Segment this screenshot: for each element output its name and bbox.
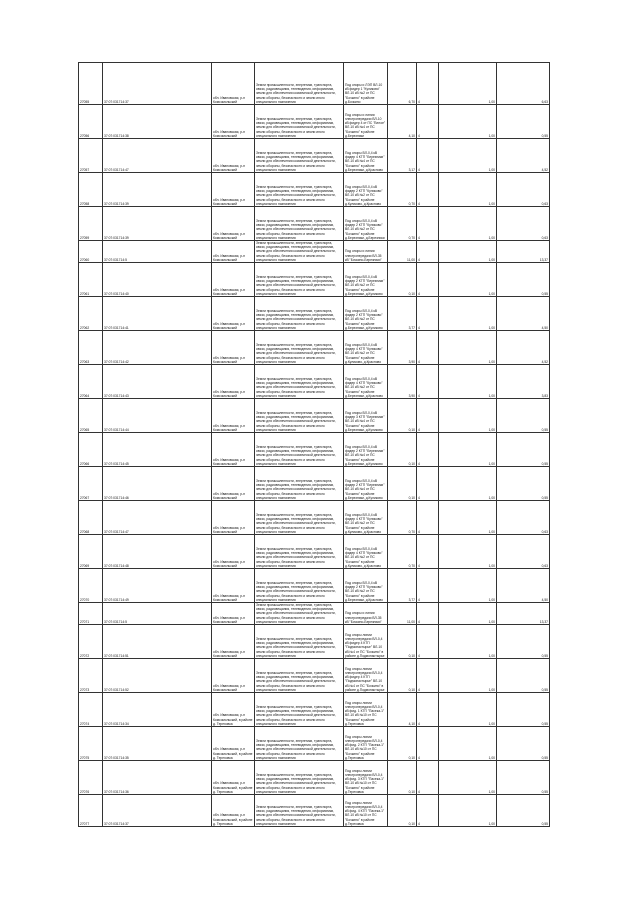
- permitted-use-cell: Под опоры и ЛЭП ВЛ-10 кВ фидер 1 "Куликово" ВЛ-10 кВ №2 от ПС "Бочкино" в районе д.Бочкино: [344, 63, 388, 105]
- cadastral-number-cell: 37:07:031714:35: [103, 727, 212, 761]
- unit-code-cell: 4: [417, 63, 439, 105]
- area-value-cell: 0,10: [388, 399, 417, 433]
- address-cell: обл. Ивановская, р-н Комсомольский: [212, 603, 255, 625]
- cadastral-number-cell: 37:07:031714:5: [103, 241, 212, 263]
- land-category-cell: Земли промышленности, энергетики, транспорта, связи, радиовещания, телевидения, информатики, земли для обеспечения космической деятельности, земли обороны, безопасности и земли иного специального назначения: [255, 625, 344, 659]
- land-register-table: [78, 62, 550, 827]
- cadastral-number-cell: 37:07:031714:45: [103, 433, 212, 467]
- area-value-cell: 11,00: [388, 241, 417, 263]
- cadastral-number-cell: 37:07:031714:34: [103, 693, 212, 727]
- cost-value-cell: 0,63: [497, 207, 550, 241]
- land-category-cell: Земли промышленности, энергетики, транспорта, связи, радиовещания, телевидения, информатики, земли для обеспечения космической деятельности, земли обороны, безопасности и земли иного специального назначения: [255, 501, 344, 535]
- land-category-cell: Земли промышленности, энергетики, транспорта, связи, радиовещания, телевидения, информатики, земли для обеспечения космической деятельности, земли обороны, безопасности и земли иного специального назначения: [255, 173, 344, 207]
- permitted-use-cell: Под опоры линии электропередачи ВЛ-0,4 кВ фид. 1 КТП "Пасека-1" ВЛ-10 кВ №10 от ПС "Бочкино" в районе д.Тереховка: [344, 693, 388, 727]
- table-row: [79, 207, 550, 241]
- address-cell: обл. Ивановская, р-н Комсомольский: [212, 365, 255, 399]
- land-category-cell: Земли промышленности, энергетики, транспорта, связи, радиовещания, телевидения, информатики, земли для обеспечения космической деятельности, земли обороны, безопасности и земли иного специального назначения: [255, 569, 344, 603]
- area-value-cell: 0,10: [388, 795, 417, 827]
- table-row: [79, 795, 550, 827]
- table-row: [79, 105, 550, 139]
- permitted-use-cell: Под опоры линии электропередачи ВЛ-0,4 кВ фид. 3 КТП "Пасека-1" ВЛ-10 кВ №10 от ПС "Бочкино" в районе д.Тереховка: [344, 761, 388, 795]
- land-category-cell: Земли промышленности, энергетики, транспорта, связи, радиовещания, телевидения, информатики, земли для обеспечения космической деятельности, земли обороны, безопасности и земли иного специального назначения: [255, 331, 344, 365]
- table-row: [79, 297, 550, 331]
- table-row: [79, 693, 550, 727]
- cost-value-cell: 0,55: [497, 625, 550, 659]
- record-number-cell: 27067: [79, 467, 103, 501]
- record-number-cell: 27064: [79, 365, 103, 399]
- area-value-cell: 3,90: [388, 365, 417, 399]
- area-value-cell: 0,70: [388, 173, 417, 207]
- address-cell: обл. Ивановская, р-н Комсомольский: [212, 569, 255, 603]
- land-category-cell: Земли промышленности, энергетики, транспорта, связи, радиовещания, телевидения, информатики, земли для обеспечения космической деятельности, земли обороны, безопасности и земли иного специального назначения: [255, 535, 344, 569]
- table-row: [79, 535, 550, 569]
- land-category-cell: Земли промышленности, энергетики, транспорта, связи, радиовещания, телевидения, информатики, земли для обеспечения космической деятельности, земли обороны, безопасности и земли иного специального назначения: [255, 795, 344, 827]
- address-cell: обл. Ивановская, р-н Комсомольский: [212, 625, 255, 659]
- record-number-cell: 27055: [79, 63, 103, 105]
- table-row: [79, 63, 550, 105]
- land-category-cell: Земли промышленности, энергетики, транспорта, связи, радиовещания, телевидения, информатики, земли для обеспечения космической деятельности, земли обороны, безопасности и земли иного специального назначения: [255, 105, 344, 139]
- permitted-use-cell: Под опоры ВЛ-0,4 кВ фидер 3 КТП "Березники" ВЛ-10 кВ №4 от ПС "Бочкино" в районе д.Березники, д.Куликово: [344, 399, 388, 433]
- address-cell: обл. Ивановская, р-н Комсомольский, в районе д. Тереховка: [212, 693, 255, 727]
- permitted-use-cell: Под опоры линии электропередачи ВЛ-0,4 кВ фид. 2 КТП "Пасека-1" ВЛ-10 кВ №10 от ПС "Бочкино" в районе д.Тереховка: [344, 727, 388, 761]
- cost-value-cell: 0,55: [497, 399, 550, 433]
- cadastral-number-cell: 37:07:031714:39: [103, 207, 212, 241]
- record-number-cell: 27061: [79, 263, 103, 297]
- record-number-cell: 27065: [79, 399, 103, 433]
- unit-code-cell: 4: [417, 433, 439, 467]
- address-cell: обл. Ивановская, р-н Комсомольский: [212, 173, 255, 207]
- record-number-cell: 27076: [79, 761, 103, 795]
- address-cell: обл. Ивановская, р-н Комсомольский: [212, 467, 255, 501]
- address-cell: обл. Ивановская, р-н Комсомольский: [212, 63, 255, 105]
- cadastral-number-cell: 37:07:031714:40: [103, 263, 212, 297]
- area-value-cell: 0,10: [388, 659, 417, 693]
- rate-value-cell: 1,00: [439, 173, 497, 207]
- rate-value-cell: 1,00: [439, 105, 497, 139]
- rate-value-cell: 1,00: [439, 365, 497, 399]
- unit-code-cell: 4: [417, 173, 439, 207]
- unit-code-cell: 4: [417, 693, 439, 727]
- record-number-cell: 27062: [79, 297, 103, 331]
- permitted-use-cell: Под опоры ВЛ-0,4 кВ фидер 4 КТП "Куликово" ВЛ-10 кВ №2 от ПС "Бочкино" в районе д.Березники, д.Красново: [344, 365, 388, 399]
- area-value-cell: 0,70: [388, 535, 417, 569]
- unit-code-cell: 4: [417, 467, 439, 501]
- permitted-use-cell: Под опоры ВЛ-0,4 кВ фидер 2 КТП "Березники" ВЛ-10 кВ №4 от ПС "Бочкино" в районе д.Березники, д.Куликово: [344, 467, 388, 501]
- area-value-cell: 4,10: [388, 693, 417, 727]
- rate-value-cell: 1,00: [439, 625, 497, 659]
- area-value-cell: 11,00: [388, 603, 417, 625]
- rate-value-cell: 1,00: [439, 139, 497, 173]
- cadastral-number-cell: 37:07:031714:42: [103, 331, 212, 365]
- cadastral-number-cell: 37:07:031714:37: [103, 63, 212, 105]
- land-category-cell: Земли промышленности, энергетики, транспорта, связи, радиовещания, телевидения, информатики, земли для обеспечения космической деятельности, земли обороны, безопасности и земли иного специального назначения: [255, 761, 344, 795]
- unit-code-cell: 4: [417, 603, 439, 625]
- table-row: [79, 139, 550, 173]
- table-row: [79, 365, 550, 399]
- cost-value-cell: 3,83: [497, 365, 550, 399]
- record-number-cell: 27057: [79, 139, 103, 173]
- address-cell: обл. Ивановская, р-н Комсомольский, в районе д. Тереховка: [212, 727, 255, 761]
- rate-value-cell: 1,00: [439, 569, 497, 603]
- cadastral-number-cell: 37:07:031714:5: [103, 603, 212, 625]
- address-cell: обл. Ивановская, р-н Комсомольский: [212, 105, 255, 139]
- cadastral-number-cell: 37:07:031714:38: [103, 105, 212, 139]
- area-value-cell: 0,10: [388, 625, 417, 659]
- area-value-cell: 0,10: [388, 761, 417, 795]
- record-number-cell: 27071: [79, 603, 103, 625]
- unit-code-cell: 4: [417, 207, 439, 241]
- table-row: [79, 173, 550, 207]
- cost-value-cell: 4,52: [497, 331, 550, 365]
- rate-value-cell: 1,00: [439, 761, 497, 795]
- area-value-cell: 0,70: [388, 501, 417, 535]
- record-number-cell: 27072: [79, 625, 103, 659]
- permitted-use-cell: Под опоры ВЛ-0,4 кВ фидер 4 КТП "Куликово" ВЛ-10 кВ №2 от ПС "Бочкино" в районе д.Куликово, д.Красново: [344, 331, 388, 365]
- permitted-use-cell: Под опоры и линии электропередачи ВЛ-35 кВ "Бочкино-Березники": [344, 603, 388, 625]
- unit-code-cell: 4: [417, 331, 439, 365]
- record-number-cell: 27073: [79, 659, 103, 693]
- unit-code-cell: 4: [417, 535, 439, 569]
- area-value-cell: 6,70: [388, 63, 417, 105]
- cost-value-cell: 4,50: [497, 569, 550, 603]
- address-cell: обл. Ивановская, р-н Комсомольский: [212, 535, 255, 569]
- unit-code-cell: 4: [417, 139, 439, 173]
- address-cell: обл. Ивановская, р-н Комсомольский, в районе д. Тереховка: [212, 761, 255, 795]
- cost-value-cell: 0,55: [497, 693, 550, 727]
- cost-value-cell: 0,55: [497, 659, 550, 693]
- table-row: [79, 625, 550, 659]
- rate-value-cell: 1,00: [439, 535, 497, 569]
- cost-value-cell: 0,63: [497, 535, 550, 569]
- table-row: [79, 241, 550, 263]
- permitted-use-cell: Под опоры линии электропередачи ВЛ-0,4 кВ фидер 4 КТП "Подмонастырье" ВЛ-10 кВ №4 от ПС "Бочкино" в районе д.Подмонастырье: [344, 659, 388, 693]
- permitted-use-cell: Под опоры ВЛ-0,4 кВ фидер 2 КТП "Куликово" ВЛ-10 кВ №2 от ПС "Бочкино" в районе д.Березники, д.Красново: [344, 569, 388, 603]
- record-number-cell: 27058: [79, 173, 103, 207]
- area-value-cell: 3,90: [388, 331, 417, 365]
- land-category-cell: Земли промышленности, энергетики, транспорта, связи, радиовещания, телевидения, информатики, земли для обеспечения космической деятельности, земли обороны, безопасности и земли иного специального назначения: [255, 139, 344, 173]
- unit-code-cell: 4: [417, 625, 439, 659]
- rate-value-cell: 1,00: [439, 207, 497, 241]
- cadastral-number-cell: 37:07:031714:43: [103, 365, 212, 399]
- unit-code-cell: 4: [417, 501, 439, 535]
- cost-value-cell: 4,52: [497, 139, 550, 173]
- table-row: [79, 467, 550, 501]
- land-category-cell: Земли промышленности, энергетики, транспорта, связи, радиовещания, телевидения, информатики, земли для обеспечения космической деятельности, земли обороны, безопасности и земли иного специального назначения: [255, 263, 344, 297]
- record-number-cell: 27070: [79, 569, 103, 603]
- address-cell: обл. Ивановская, р-н Комсомольский: [212, 263, 255, 297]
- cadastral-number-cell: 37:07:031714:47: [103, 501, 212, 535]
- cost-value-cell: 0,63: [497, 173, 550, 207]
- rate-value-cell: 1,00: [439, 467, 497, 501]
- area-value-cell: 0,10: [388, 467, 417, 501]
- table-row: [79, 569, 550, 603]
- rate-value-cell: 1,00: [439, 263, 497, 297]
- land-category-cell: Земли промышленности, энергетики, транспорта, связи, радиовещания, телевидения, информатики, земли для обеспечения космической деятельности, земли обороны, безопасности и земли иного специального назначения: [255, 399, 344, 433]
- land-category-cell: Земли промышленности, энергетики, транспорта, связи, радиовещания, телевидения, информатики, земли для обеспечения космической деятельности, земли обороны, безопасности и земли иного специального назначения: [255, 365, 344, 399]
- rate-value-cell: 1,00: [439, 501, 497, 535]
- record-number-cell: 27074: [79, 693, 103, 727]
- record-number-cell: 27056: [79, 105, 103, 139]
- table-row: [79, 603, 550, 625]
- land-category-cell: Земли промышленности, энергетики, транспорта, связи, радиовещания, телевидения, информатики, земли для обеспечения космической деятельности, земли обороны, безопасности и земли иного специального назначения: [255, 727, 344, 761]
- unit-code-cell: 4: [417, 241, 439, 263]
- unit-code-cell: 4: [417, 761, 439, 795]
- rate-value-cell: 1,00: [439, 603, 497, 625]
- land-category-cell: Земли промышленности, энергетики, транспорта, связи, радиовещания, телевидения, информатики, земли для обеспечения космической деятельности, земли обороны, безопасности и земли иного специального назначения: [255, 659, 344, 693]
- cadastral-number-cell: 37:07:031714:47: [103, 139, 212, 173]
- table-row: [79, 331, 550, 365]
- rate-value-cell: 1,00: [439, 727, 497, 761]
- land-category-cell: Земли промышленности, энергетики, транспорта, связи, радиовещания, телевидения, информатики, земли для обеспечения космической деятельности, земли обороны, безопасности и земли иного специального назначения: [255, 467, 344, 501]
- unit-code-cell: 4: [417, 399, 439, 433]
- cost-value-cell: 0,55: [497, 467, 550, 501]
- address-cell: обл. Ивановская, р-н Комсомольский: [212, 659, 255, 693]
- permitted-use-cell: Под опоры ВЛ-0,4 кВ фидер 2 КТП "Куликово" ВЛ-10 кВ №2 от ПС "Бочкино" в районе д.Березники, д.Березники: [344, 207, 388, 241]
- record-number-cell: 27063: [79, 331, 103, 365]
- permitted-use-cell: Под опоры ВЛ-0,4 кВ фидер 4 КТП "Куликово" ВЛ-10 кВ №2 от ПС "Бочкино" в районе д.Куликово, д.Красново: [344, 535, 388, 569]
- area-value-cell: 3,77: [388, 569, 417, 603]
- table-row: [79, 501, 550, 535]
- table-body: [79, 63, 550, 827]
- table-row: [79, 433, 550, 467]
- table-row: [79, 659, 550, 693]
- area-value-cell: 3,77: [388, 297, 417, 331]
- unit-code-cell: 4: [417, 105, 439, 139]
- land-category-cell: Земли промышленности, энергетики, транспорта, связи, радиовещания, телевидения, информатики, земли для обеспечения космической деятельности, земли обороны, безопасности и земли иного специального назначения: [255, 603, 344, 625]
- cost-value-cell: 4,50: [497, 297, 550, 331]
- permitted-use-cell: Под опоры линии электропередачи ВЛ-0,4 кВ фид. 4 КТП "Пасека-1" ВЛ-10 кВ №10 от ПС "Бочкино" в районе д.Тереховка: [344, 795, 388, 827]
- cost-value-cell: 0,55: [497, 761, 550, 795]
- table-row: [79, 727, 550, 761]
- cost-value-cell: 6,63: [497, 63, 550, 105]
- permitted-use-cell: Под опоры ВЛ-0,4 кВ фидер 2 КТП "Куликово" ВЛ-10 кВ №2 от ПС "Бочкино" в районе д.Куликово, д.Красново: [344, 173, 388, 207]
- table-row: [79, 399, 550, 433]
- unit-code-cell: 4: [417, 569, 439, 603]
- address-cell: обл. Ивановская, р-н Комсомольский: [212, 331, 255, 365]
- land-category-cell: Земли промышленности, энергетики, транспорта, связи, радиовещания, телевидения, информатики, земли для обеспечения космической деятельности, земли обороны, безопасности и земли иного специального назначения: [255, 207, 344, 241]
- permitted-use-cell: Под опоры линии электропередачи ВЛ-0,4 кВ фидер 4 КТП "Подмонастырье" ВЛ-10 кВ №4 от ПС "Бочкино" в районе д.Подмонастырье: [344, 625, 388, 659]
- cadastral-number-cell: 37:07:031714:41: [103, 297, 212, 331]
- unit-code-cell: 4: [417, 727, 439, 761]
- cadastral-number-cell: 37:07:031714:51: [103, 625, 212, 659]
- permitted-use-cell: Под опоры ВЛ-0,4 кВ фидер 2 КТП "Березники" ВЛ-10 кВ №4 от ПС "Бочкино" в районе д.Березники, д.Куликово: [344, 433, 388, 467]
- record-number-cell: 27077: [79, 795, 103, 827]
- permitted-use-cell: Под опоры ВЛ-0,4 кВ фидер 4 КТП "Березники" ВЛ-10 кВ №4 от ПС "Бочкино" в районе д.Березники, д.Красново: [344, 139, 388, 173]
- permitted-use-cell: Под опоры ВЛ-0,4 кВ фидер 4 КТП "Куликово" ВЛ-10 кВ №2 от ПС "Бочкино" в районе д.Куликово, д.Красново: [344, 501, 388, 535]
- unit-code-cell: 4: [417, 263, 439, 297]
- rate-value-cell: 1,00: [439, 433, 497, 467]
- cadastral-number-cell: 37:07:031714:46: [103, 467, 212, 501]
- area-value-cell: 0,70: [388, 207, 417, 241]
- permitted-use-cell: Под опоры ВЛ-0,4 кВ фидер 2 КТП "Березники" ВЛ-10 кВ №2 от ПС "Бочкино" в районе д.Березники, д.Куликово: [344, 263, 388, 297]
- cadastral-number-cell: 37:07:031714:44: [103, 399, 212, 433]
- land-category-cell: Земли промышленности, энергетики, транспорта, связи, радиовещания, телевидения, информатики, земли для обеспечения космической деятельности, земли обороны, безопасности и земли иного специального назначения: [255, 433, 344, 467]
- record-number-cell: 27066: [79, 433, 103, 467]
- cost-value-cell: 0,55: [497, 263, 550, 297]
- area-value-cell: 0,10: [388, 433, 417, 467]
- rate-value-cell: 1,00: [439, 297, 497, 331]
- area-value-cell: 3,17: [388, 139, 417, 173]
- area-value-cell: 0,10: [388, 263, 417, 297]
- address-cell: обл. Ивановская, р-н Комсомольский: [212, 207, 255, 241]
- cadastral-number-cell: 37:07:031714:52: [103, 659, 212, 693]
- cost-value-cell: 0,55: [497, 105, 550, 139]
- record-number-cell: 27060: [79, 241, 103, 263]
- unit-code-cell: 4: [417, 365, 439, 399]
- permitted-use-cell: Под опоры и линии электропередачи ВЛ-10 кВ фидер 4 от ПС "Белое" ВЛ-10 кВ №4 от ПС "Бочкино" в районе д.Березники: [344, 105, 388, 139]
- address-cell: обл. Ивановская, р-н Комсомольский: [212, 433, 255, 467]
- land-category-cell: Земли промышленности, энергетики, транспорта, связи, радиовещания, телевидения, информатики, земли для обеспечения космической деятельности, земли обороны, безопасности и земли иного специального назначения: [255, 297, 344, 331]
- rate-value-cell: 1,00: [439, 795, 497, 827]
- rate-value-cell: 1,00: [439, 331, 497, 365]
- rate-value-cell: 1,00: [439, 399, 497, 433]
- record-number-cell: 27068: [79, 501, 103, 535]
- record-number-cell: 27075: [79, 727, 103, 761]
- rate-value-cell: 1,00: [439, 693, 497, 727]
- unit-code-cell: 4: [417, 297, 439, 331]
- rate-value-cell: 1,00: [439, 241, 497, 263]
- cost-value-cell: 13,37: [497, 241, 550, 263]
- land-category-cell: Земли промышленности, энергетики, транспорта, связи, радиовещания, телевидения, информатики, земли для обеспечения космической деятельности, земли обороны, безопасности и земли иного специального назначения: [255, 693, 344, 727]
- cadastral-number-cell: 37:07:031714:48: [103, 535, 212, 569]
- area-value-cell: 0,10: [388, 727, 417, 761]
- cadastral-number-cell: 37:07:031714:39: [103, 173, 212, 207]
- area-value-cell: 4,10: [388, 105, 417, 139]
- cadastral-number-cell: 37:07:031714:49: [103, 569, 212, 603]
- unit-code-cell: 4: [417, 659, 439, 693]
- table-row: [79, 761, 550, 795]
- address-cell: обл. Ивановская, р-н Комсомольский: [212, 241, 255, 263]
- rate-value-cell: 1,00: [439, 63, 497, 105]
- cadastral-number-cell: 37:07:031714:37: [103, 795, 212, 827]
- address-cell: обл. Ивановская, р-н Комсомольский: [212, 501, 255, 535]
- table-row: [79, 263, 550, 297]
- address-cell: обл. Ивановская, р-н Комсомольский, в районе д. Тереховка: [212, 795, 255, 827]
- land-category-cell: Земли промышленности, энергетики, транспорта, связи, радиовещания, телевидения, информатики, земли для обеспечения космической деятельности, земли обороны, безопасности и земли иного специального назначения: [255, 241, 344, 263]
- cost-value-cell: 13,37: [497, 603, 550, 625]
- record-number-cell: 27069: [79, 535, 103, 569]
- land-category-cell: Земли промышленности, энергетики, транспорта, связи, радиовещания, телевидения, информатики, земли для обеспечения космической деятельности, земли обороны, безопасности и земли иного специального назначения: [255, 63, 344, 105]
- cadastral-number-cell: 37:07:031714:36: [103, 761, 212, 795]
- cost-value-cell: 0,63: [497, 501, 550, 535]
- record-number-cell: 27059: [79, 207, 103, 241]
- cost-value-cell: 0,55: [497, 795, 550, 827]
- permitted-use-cell: Под опоры ВЛ-0,4 кВ фидер 2 КТП "Куликово" ВЛ-10 кВ №2 от ПС "Бочкино" в районе д.Березники, д.Куликово: [344, 297, 388, 331]
- rate-value-cell: 1,00: [439, 659, 497, 693]
- permitted-use-cell: Под опоры и линии электропередачи ВЛ-35 кВ "Бочкино-Березники": [344, 241, 388, 263]
- unit-code-cell: 4: [417, 795, 439, 827]
- cost-value-cell: 0,55: [497, 727, 550, 761]
- address-cell: обл. Ивановская, р-н Комсомольский: [212, 297, 255, 331]
- cost-value-cell: 0,55: [497, 433, 550, 467]
- address-cell: обл. Ивановская, р-н Комсомольский: [212, 399, 255, 433]
- address-cell: обл. Ивановская, р-н Комсомольский: [212, 139, 255, 173]
